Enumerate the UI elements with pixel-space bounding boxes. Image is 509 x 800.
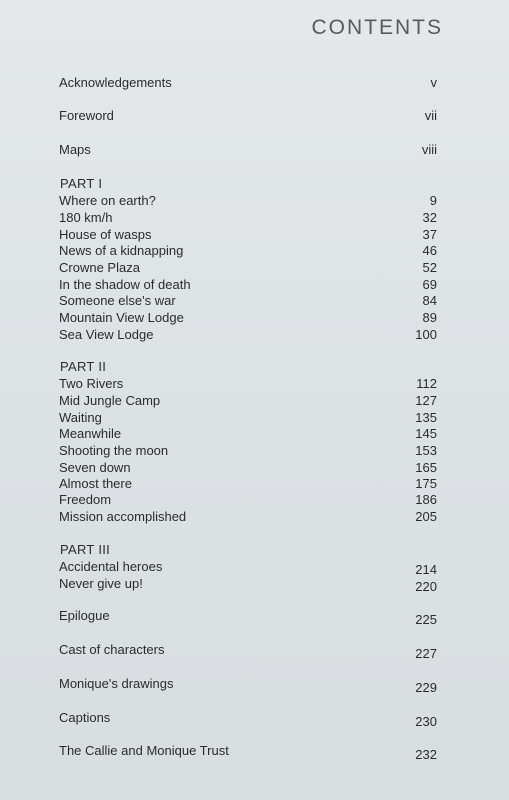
toc-entry-foreword xyxy=(59,107,437,124)
entry-title: 180 km/h xyxy=(59,210,113,225)
entry-title: Cast of characters xyxy=(59,642,165,657)
toc-entry-trust xyxy=(59,742,437,762)
entry-page-number: vii xyxy=(424,108,437,123)
entry-page-number: 225 xyxy=(415,612,437,627)
entry-page-number: 135 xyxy=(415,410,437,425)
toc-entry-maps xyxy=(59,141,437,158)
toc-entry xyxy=(59,309,437,326)
toc-entry-cast-of-characters xyxy=(59,641,437,661)
toc-entry xyxy=(59,259,437,276)
entry-title: Two Rivers xyxy=(59,376,124,391)
entry-title: Mission accomplished xyxy=(59,509,187,524)
entry-title: The Callie and Monique Trust xyxy=(59,743,229,758)
entry-title: Accidental heroes xyxy=(59,559,163,574)
entry-title: Acknowledgements xyxy=(59,75,172,90)
part-heading: PART III xyxy=(60,542,111,557)
entry-page-number: 52 xyxy=(422,260,437,275)
entry-title: Captions xyxy=(59,710,111,725)
entry-title: Shooting the moon xyxy=(59,443,169,458)
entry-title: News of a kidnapping xyxy=(59,243,184,258)
entry-page-number: 205 xyxy=(415,509,437,524)
entry-title: Mid Jungle Camp xyxy=(59,393,161,408)
toc-entry xyxy=(59,475,437,492)
entry-page-number: 232 xyxy=(415,747,437,762)
entry-title: Freedom xyxy=(59,492,112,507)
entry-title: Never give up! xyxy=(59,576,143,591)
toc-entry xyxy=(59,392,437,409)
entry-page-number: 230 xyxy=(415,714,437,729)
entry-title: Sea View Lodge xyxy=(59,327,154,342)
entry-page-number: 100 xyxy=(415,327,437,342)
entry-page-number: 227 xyxy=(415,646,437,661)
entry-page-number: viii xyxy=(421,142,437,157)
page-title: CONTENTS xyxy=(311,16,443,39)
entry-title: Monique's drawings xyxy=(59,676,174,691)
entry-page-number: 46 xyxy=(422,243,437,258)
entry-title: House of wasps xyxy=(59,227,152,242)
toc-entry xyxy=(59,491,437,508)
toc-entry xyxy=(59,242,437,259)
entry-title: Epilogue xyxy=(59,608,110,623)
entry-title: Mountain View Lodge xyxy=(59,310,184,325)
entry-page-number: 89 xyxy=(422,310,437,325)
toc-entry xyxy=(59,375,437,392)
entry-page-number: 229 xyxy=(415,680,437,695)
toc-entry xyxy=(59,326,437,343)
toc-entry xyxy=(59,292,437,309)
toc-entry xyxy=(59,409,437,426)
entry-title: Meanwhile xyxy=(59,426,122,441)
toc-entry xyxy=(59,459,437,476)
entry-page-number: 186 xyxy=(415,492,437,507)
entry-title: Foreword xyxy=(59,108,114,123)
toc-entry xyxy=(59,425,437,442)
toc-entry-captions xyxy=(59,709,437,729)
entry-page-number: v xyxy=(430,75,437,90)
entry-page-number: 127 xyxy=(415,393,437,408)
entry-page-number: 175 xyxy=(415,476,437,491)
entry-title: Maps xyxy=(59,142,91,157)
toc-entry xyxy=(59,209,437,226)
entry-page-number: 214 xyxy=(415,562,437,577)
entry-title: Seven down xyxy=(59,460,131,475)
entry-title: Crowne Plaza xyxy=(59,260,140,275)
toc-entry xyxy=(59,558,437,575)
toc-entry xyxy=(59,226,437,243)
toc-entry xyxy=(59,508,437,525)
part-heading: PART II xyxy=(60,359,107,374)
part-heading: PART I xyxy=(60,176,103,191)
entry-page-number: 69 xyxy=(422,277,437,292)
entry-page-number: 153 xyxy=(415,443,437,458)
entry-page-number: 112 xyxy=(416,376,437,391)
entry-title: In the shadow of death xyxy=(59,277,191,292)
toc-entry xyxy=(59,575,437,592)
entry-page-number: 220 xyxy=(415,579,437,594)
entry-page-number: 84 xyxy=(422,293,437,308)
entry-title: Where on earth? xyxy=(59,193,156,208)
toc-entry xyxy=(59,276,437,293)
toc-entry-acknowledgements xyxy=(59,74,437,91)
entry-page-number: 9 xyxy=(429,193,437,208)
entry-page-number: 165 xyxy=(415,460,437,475)
entry-page-number: 37 xyxy=(422,227,437,242)
toc-entry-epilogue xyxy=(59,607,437,627)
entry-page-number: 145 xyxy=(415,426,437,441)
entry-title: Someone else's war xyxy=(59,293,176,308)
toc-entry xyxy=(59,192,437,209)
toc-entry-moniques-drawings xyxy=(59,675,437,695)
toc-entry xyxy=(59,442,437,459)
entry-title: Waiting xyxy=(59,410,102,425)
entry-title: Almost there xyxy=(59,476,132,491)
entry-page-number: 32 xyxy=(422,210,437,225)
